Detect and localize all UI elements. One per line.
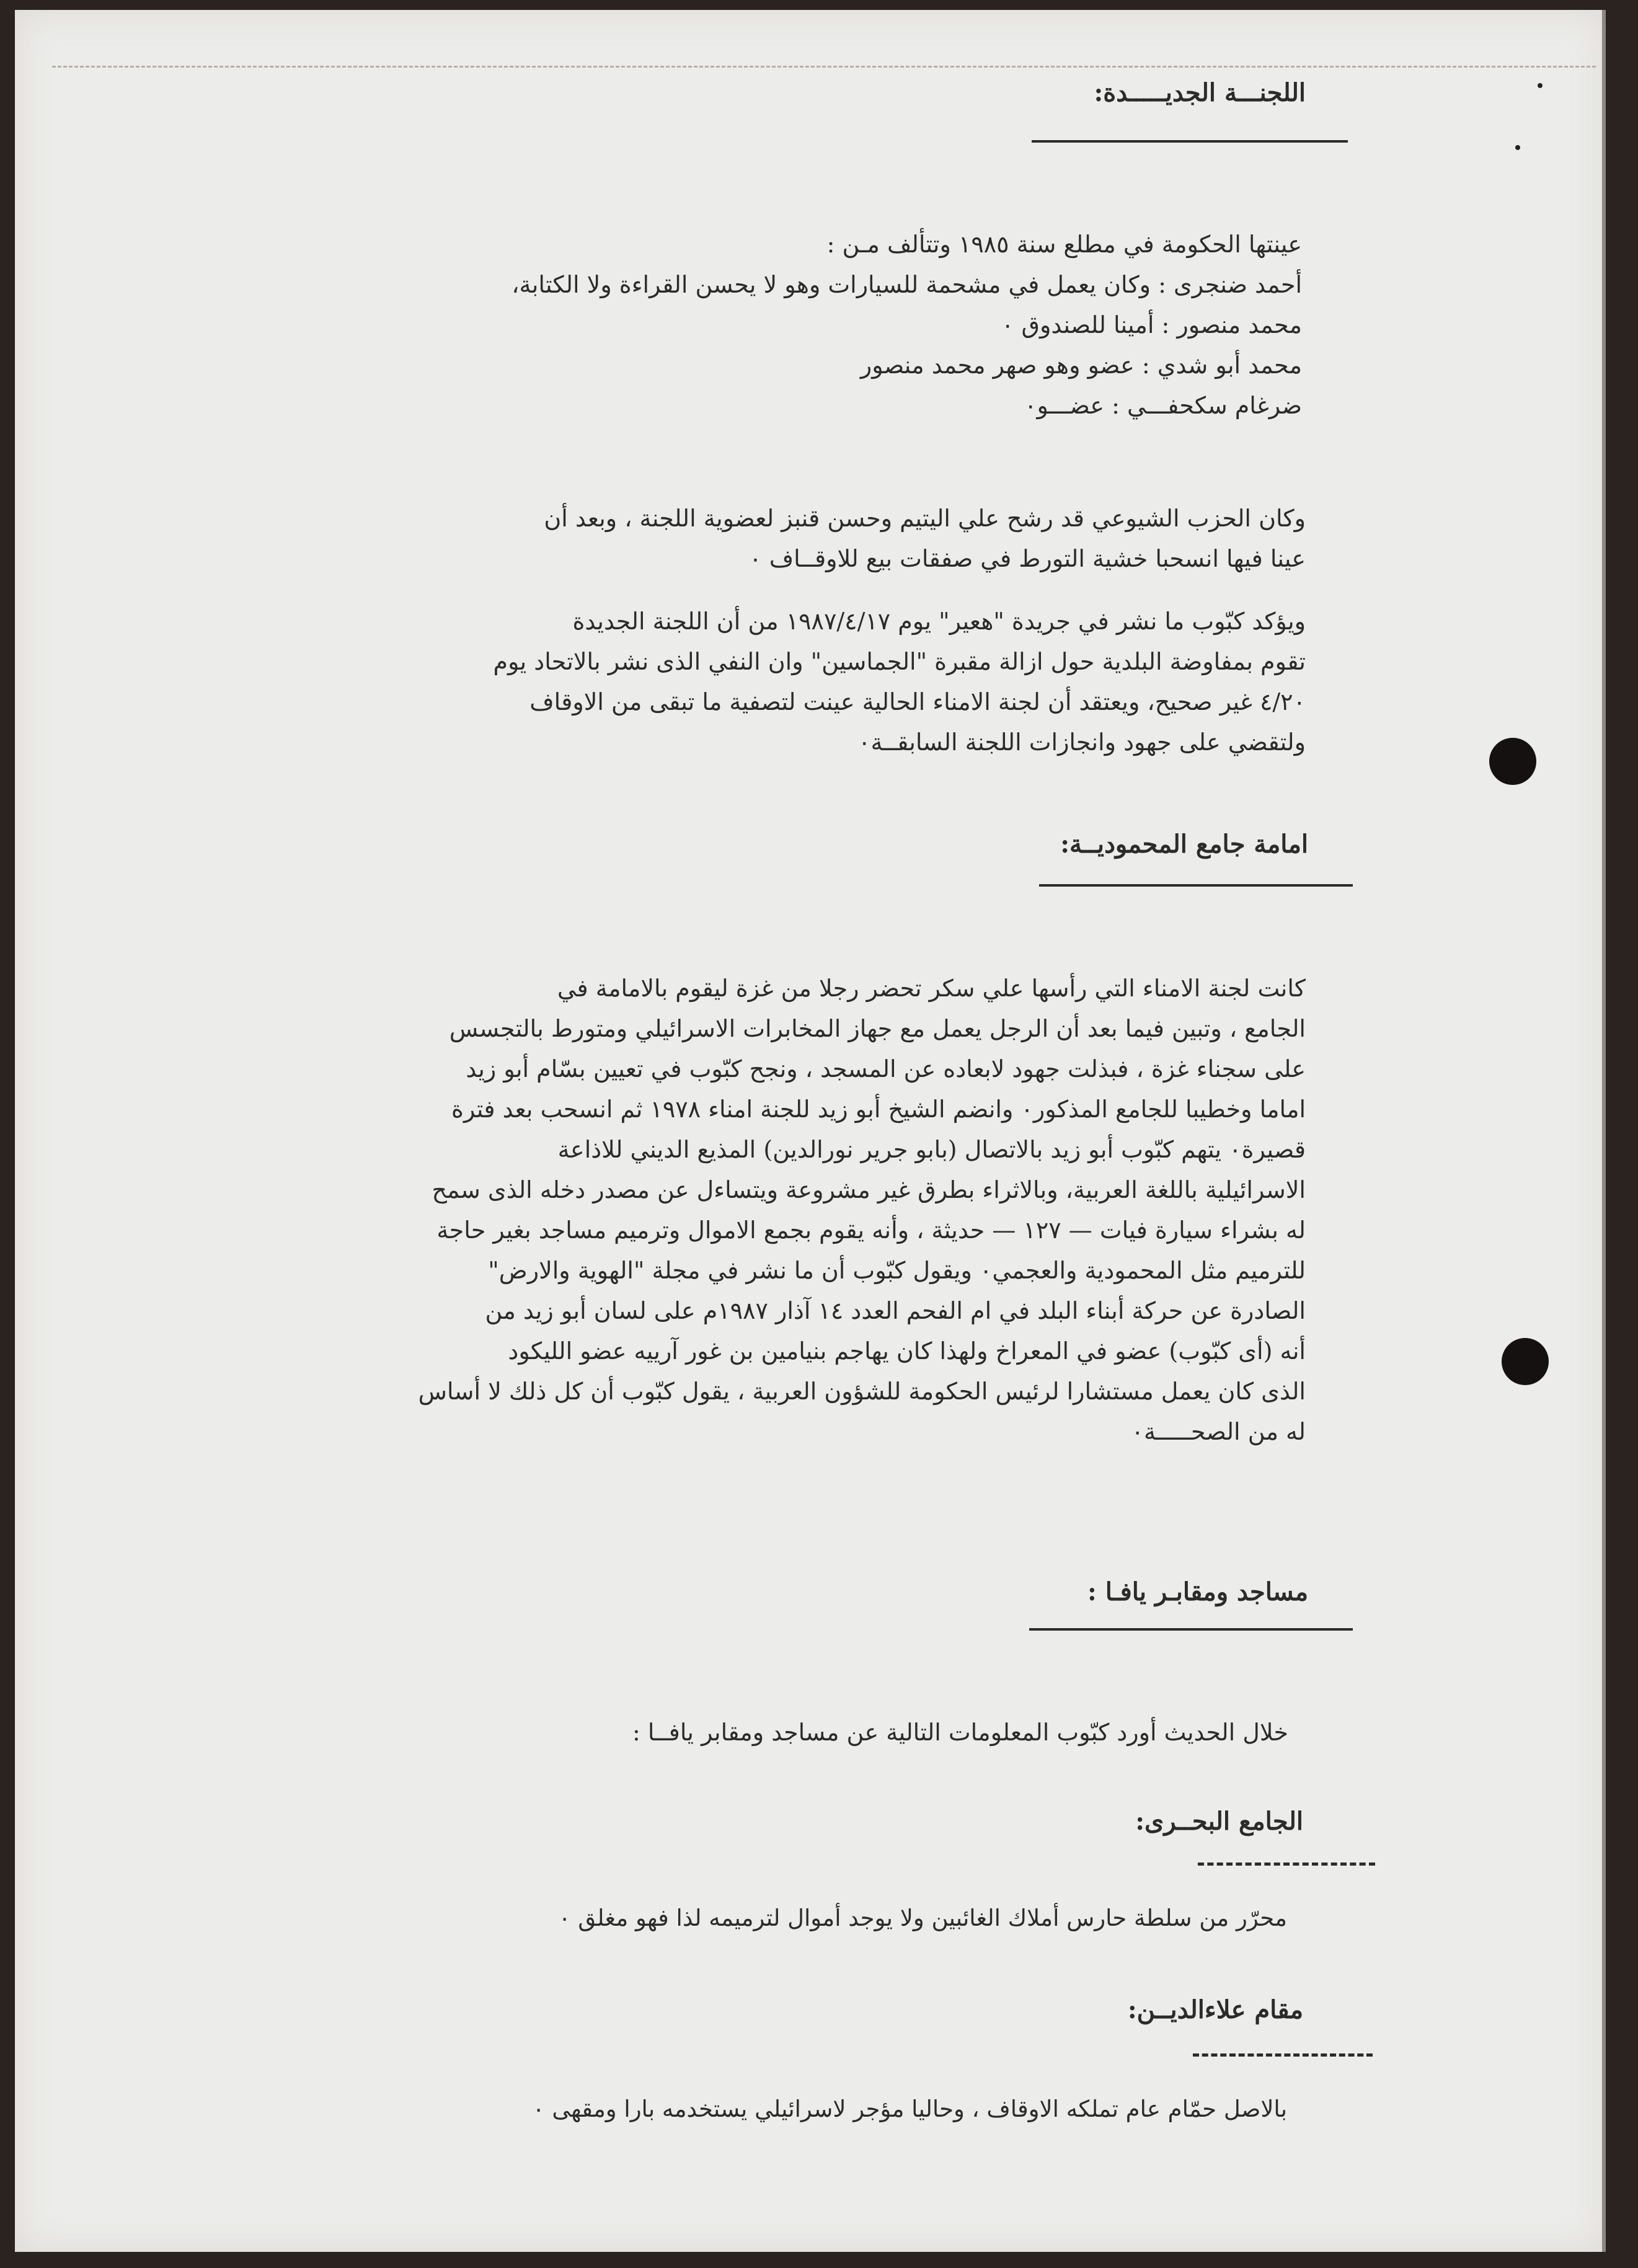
text-line: أنه (أى كبّوب) عضو في المعراخ ولهذا كان يهاجم بنيامين بن غور آرييه عضو الليكود: [508, 1337, 1306, 1365]
communist-party-block: [544, 498, 1306, 579]
top-dashed-line: [52, 66, 1596, 68]
text-line: الذى كان يعمل مستشارا لرئيس الحكومة للشؤون العربية ، يقول كبّوب أن كل ذلك لا أساس: [418, 1378, 1306, 1405]
text-line: الاسرائيلية باللغة العربية، وبالاثراء بطرق غير مشروعة ويتساءل عن مصدر دخله الذى سمح: [432, 1176, 1306, 1203]
text-line: اماما وخطيبا للجامع المذكور٠ وانضم الشيخ أبو زيد للجنة امناء ١٩٧٨ ثم انسحب بعد فترة: [451, 1096, 1306, 1123]
text-line: للترميم مثل المحمودية والعجمي٠ ويقول كبّوب أن ما نشر في مجلة "الهوية والارض": [488, 1257, 1306, 1284]
heading-mosques: مساجد ومقابـر يافـا :: [1087, 1577, 1308, 1606]
heading-alaeddin-shrine: مقام علاءالديــن:: [1127, 1995, 1303, 2024]
heading-underline: [1029, 1628, 1353, 1631]
text-line: على سجناء غزة ، فبذلت جهود لابعاده عن المسجد ، ونجح كبّوب في تعيين بسّام أبو زيد: [466, 1055, 1306, 1083]
text-line: محمد منصور : أمينا للصندوق ٠: [1001, 311, 1302, 339]
text-line: ولتقضي على جهود وانجازات اللجنة السابقــة٠: [858, 729, 1306, 756]
alaeddin-shrine-text: بالاصل حمّام عام تملكه الاوقاف ، وحاليا مؤجر لاسرائيلي يستخدمه بارا ومقهى ٠: [532, 2096, 1287, 2122]
punch-hole-upper: [1489, 738, 1536, 785]
heading-dashed-underline: [1198, 1863, 1375, 1866]
text-line: له من الصحـــــة٠: [1131, 1418, 1306, 1445]
text-line: ٤/٢٠ غير صحيح، ويعتقد أن لجنة الامناء الحالية عينت لتصفية ما تبقى من الاوقاف: [529, 688, 1306, 715]
text-line: عينا فيها انسحبا خشية التورط في صفقات بيع للاوقــاف ٠: [749, 545, 1306, 572]
text-line: قصيرة٠ يتهم كبّوب أبو زيد بالاتصال (بابو جرير نورالدين) المذيع الديني للاذاعة: [557, 1136, 1306, 1163]
heading-bahri-mosque: الجامع البحــرى:: [1135, 1807, 1303, 1836]
text-line: ويؤكد كبّوب ما نشر في جريدة "هعير" يوم ١٩٨٧/٤/١٧ من أن اللجنة الجديدة: [572, 608, 1306, 635]
text-line: الصادرة عن حركة أبناء البلد في ام الفحم العدد ١٤ آذار ١٩٨٧م على لسان أبو زيد من: [485, 1297, 1306, 1324]
mosques-intro-line: خلال الحديث أورد كبّوب المعلومات التالية عن مساجد ومقابر يافــا :: [632, 1719, 1288, 1746]
heading-dashed-underline: [1193, 2053, 1373, 2057]
committee-members-block: [511, 224, 1302, 426]
document-page: [15, 10, 1606, 2252]
newspaper-report-block: [493, 601, 1306, 763]
text-line: ضرغام سكحفـــي : عضـــو٠: [1024, 392, 1302, 419]
heading-new-committee: اللجنـــة الجديـــــدة:: [1094, 78, 1306, 107]
speck: [1515, 145, 1520, 150]
text-line: أحمد ضنجرى : وكان يعمل في مشحمة للسيارات وهو لا يحسن القراءة ولا الكتابة،: [511, 271, 1302, 298]
page-edge-line: [1602, 10, 1606, 2252]
text-line: وكان الحزب الشيوعي قد رشح علي اليتيم وحسن قنبز لعضوية اللجنة ، وبعد أن: [544, 505, 1306, 532]
text-line: عينتها الحكومة في مطلع سنة ١٩٨٥ وتتألف مـن :: [826, 231, 1302, 258]
heading-underline: [1032, 140, 1348, 143]
punch-hole-lower: [1502, 1338, 1549, 1385]
text-line: محمد أبو شدي : عضو وهو صهر محمد منصور: [860, 352, 1302, 379]
text-line: له بشراء سيارة فيات — ١٢٧ — حديثة ، وأنه يقوم بجمع الاموال وترميم مساجد بغير حاجة: [436, 1216, 1306, 1244]
text-line: الجامع ، وتبين فيما بعد أن الرجل يعمل مع جهاز المخابرات الاسرائيلي ومتورط بالتجسس: [449, 1015, 1306, 1042]
text-line: تقوم بمفاوضة البلدية حول ازالة مقبرة "الجماسين" وان النفي الذى نشر بالاتحاد يوم: [493, 648, 1306, 675]
heading-imamate: امامة جامع المحموديــة:: [1060, 830, 1308, 859]
heading-underline: [1039, 884, 1353, 887]
bahri-mosque-text: محرّر من سلطة حارس أملاك الغائبين ولا يوجد أموال لترميمه لذا فهو مغلق ٠: [558, 1905, 1287, 1931]
text-line: كانت لجنة الامناء التي رأسها علي سكر تحضر رجلا من غزة ليقوم بالامامة في: [557, 975, 1306, 1002]
imamate-block: [418, 968, 1306, 1452]
speck: [1538, 83, 1543, 88]
